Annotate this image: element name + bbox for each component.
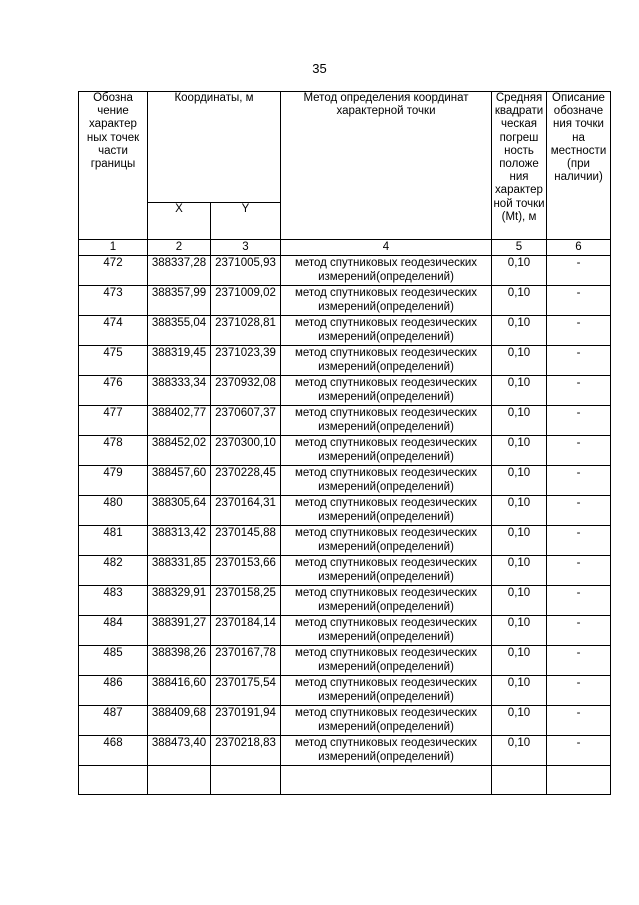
point-id-cell: 482 xyxy=(79,556,148,586)
x-coordinate-cell: 388305,64 xyxy=(148,496,211,526)
description-cell: - xyxy=(547,676,611,706)
y-coordinate-cell: 2370184,14 xyxy=(211,616,281,646)
column-number: 6 xyxy=(547,240,611,256)
empty-cell xyxy=(547,766,611,795)
method-cell: метод спутниковых геодезических измерений(определений) xyxy=(281,256,492,286)
accuracy-cell: 0,10 xyxy=(492,526,547,556)
accuracy-cell: 0,10 xyxy=(492,286,547,316)
y-coordinate-cell: 2370191,94 xyxy=(211,706,281,736)
accuracy-cell: 0,10 xyxy=(492,616,547,646)
table-row xyxy=(79,706,611,736)
point-id-cell: 476 xyxy=(79,376,148,406)
empty-cell xyxy=(148,766,211,795)
accuracy-cell: 0,10 xyxy=(492,646,547,676)
x-coordinate-cell: 388398,26 xyxy=(148,646,211,676)
accuracy-cell: 0,10 xyxy=(492,706,547,736)
y-coordinate-cell: 2370228,45 xyxy=(211,466,281,496)
empty-cell xyxy=(79,766,148,795)
header-point-designation: Обозна чение характер ных точек части границы xyxy=(79,92,148,240)
accuracy-cell: 0,10 xyxy=(492,436,547,466)
table-row xyxy=(79,346,611,376)
y-coordinate-cell: 2370932,08 xyxy=(211,376,281,406)
table-row xyxy=(79,736,611,766)
x-coordinate-cell: 388391,27 xyxy=(148,616,211,646)
description-cell: - xyxy=(547,286,611,316)
accuracy-cell: 0,10 xyxy=(492,316,547,346)
method-cell: метод спутниковых геодезических измерений(определений) xyxy=(281,406,492,436)
point-id-cell: 483 xyxy=(79,586,148,616)
method-cell: метод спутниковых геодезических измерений(определений) xyxy=(281,616,492,646)
description-cell: - xyxy=(547,496,611,526)
table-row xyxy=(79,586,611,616)
point-id-cell: 481 xyxy=(79,526,148,556)
header-y: Y xyxy=(211,203,281,240)
accuracy-cell: 0,10 xyxy=(492,406,547,436)
header-row xyxy=(79,92,611,203)
method-cell: метод спутниковых геодезических измерений(определений) xyxy=(281,646,492,676)
boundary-points-table xyxy=(78,91,611,795)
description-cell: - xyxy=(547,526,611,556)
table-row xyxy=(79,496,611,526)
table-row xyxy=(79,676,611,706)
empty-table-row xyxy=(79,766,611,795)
description-cell: - xyxy=(547,706,611,736)
empty-cell xyxy=(211,766,281,795)
point-id-cell: 486 xyxy=(79,676,148,706)
x-coordinate-cell: 388416,60 xyxy=(148,676,211,706)
table-row xyxy=(79,436,611,466)
description-cell: - xyxy=(547,586,611,616)
method-cell: метод спутниковых геодезических измерений(определений) xyxy=(281,286,492,316)
empty-cell xyxy=(281,766,492,795)
accuracy-cell: 0,10 xyxy=(492,376,547,406)
column-number: 2 xyxy=(148,240,211,256)
method-cell: метод спутниковых геодезических измерений(определений) xyxy=(281,556,492,586)
empty-cell xyxy=(492,766,547,795)
x-coordinate-cell: 388319,45 xyxy=(148,346,211,376)
page-number: 35 xyxy=(312,61,327,76)
x-coordinate-cell: 388452,02 xyxy=(148,436,211,466)
point-id-cell: 474 xyxy=(79,316,148,346)
point-id-cell: 485 xyxy=(79,646,148,676)
point-id-cell: 479 xyxy=(79,466,148,496)
y-coordinate-cell: 2370158,25 xyxy=(211,586,281,616)
point-id-cell: 475 xyxy=(79,346,148,376)
accuracy-cell: 0,10 xyxy=(492,496,547,526)
method-cell: метод спутниковых геодезических измерений(определений) xyxy=(281,316,492,346)
point-id-cell: 468 xyxy=(79,736,148,766)
x-coordinate-cell: 388355,04 xyxy=(148,316,211,346)
column-number: 3 xyxy=(211,240,281,256)
table-row xyxy=(79,256,611,286)
column-number: 1 xyxy=(79,240,148,256)
table-row xyxy=(79,466,611,496)
y-coordinate-cell: 2370218,83 xyxy=(211,736,281,766)
header-description: Описание обозначе ния точки на местности (при наличии) xyxy=(547,92,611,240)
y-coordinate-cell: 2371009,02 xyxy=(211,286,281,316)
method-cell: метод спутниковых геодезических измерений(определений) xyxy=(281,736,492,766)
description-cell: - xyxy=(547,406,611,436)
y-coordinate-cell: 2371023,39 xyxy=(211,346,281,376)
table-row xyxy=(79,616,611,646)
y-coordinate-cell: 2370167,78 xyxy=(211,646,281,676)
column-number: 5 xyxy=(492,240,547,256)
description-cell: - xyxy=(547,736,611,766)
point-id-cell: 477 xyxy=(79,406,148,436)
accuracy-cell: 0,10 xyxy=(492,346,547,376)
header-coordinates: Координаты, м xyxy=(148,92,281,203)
accuracy-cell: 0,10 xyxy=(492,556,547,586)
description-cell: - xyxy=(547,556,611,586)
x-coordinate-cell: 388402,77 xyxy=(148,406,211,436)
x-coordinate-cell: 388409,68 xyxy=(148,706,211,736)
method-cell: метод спутниковых геодезических измерений(определений) xyxy=(281,466,492,496)
point-id-cell: 484 xyxy=(79,616,148,646)
point-id-cell: 472 xyxy=(79,256,148,286)
accuracy-cell: 0,10 xyxy=(492,256,547,286)
x-coordinate-cell: 388337,28 xyxy=(148,256,211,286)
y-coordinate-cell: 2371005,93 xyxy=(211,256,281,286)
table-row xyxy=(79,526,611,556)
description-cell: - xyxy=(547,256,611,286)
point-id-cell: 473 xyxy=(79,286,148,316)
accuracy-cell: 0,10 xyxy=(492,676,547,706)
y-coordinate-cell: 2370175,54 xyxy=(211,676,281,706)
y-coordinate-cell: 2370164,31 xyxy=(211,496,281,526)
column-number-row xyxy=(79,240,611,256)
table-row xyxy=(79,376,611,406)
accuracy-cell: 0,10 xyxy=(492,736,547,766)
header-x: X xyxy=(148,203,211,240)
method-cell: метод спутниковых геодезических измерений(определений) xyxy=(281,346,492,376)
table-row xyxy=(79,286,611,316)
method-cell: метод спутниковых геодезических измерений(определений) xyxy=(281,436,492,466)
method-cell: метод спутниковых геодезических измерений(определений) xyxy=(281,526,492,556)
y-coordinate-cell: 2371028,81 xyxy=(211,316,281,346)
method-cell: метод спутниковых геодезических измерений(определений) xyxy=(281,376,492,406)
description-cell: - xyxy=(547,316,611,346)
table-row xyxy=(79,406,611,436)
point-id-cell: 478 xyxy=(79,436,148,466)
column-number: 4 xyxy=(281,240,492,256)
table-row xyxy=(79,646,611,676)
description-cell: - xyxy=(547,346,611,376)
x-coordinate-cell: 388313,42 xyxy=(148,526,211,556)
y-coordinate-cell: 2370607,37 xyxy=(211,406,281,436)
x-coordinate-cell: 388457,60 xyxy=(148,466,211,496)
accuracy-cell: 0,10 xyxy=(492,466,547,496)
y-coordinate-cell: 2370300,10 xyxy=(211,436,281,466)
method-cell: метод спутниковых геодезических измерений(определений) xyxy=(281,496,492,526)
x-coordinate-cell: 388473,40 xyxy=(148,736,211,766)
method-cell: метод спутниковых геодезических измерений(определений) xyxy=(281,586,492,616)
description-cell: - xyxy=(547,616,611,646)
method-cell: метод спутниковых геодезических измерений(определений) xyxy=(281,676,492,706)
x-coordinate-cell: 388331,85 xyxy=(148,556,211,586)
table-row xyxy=(79,316,611,346)
header-accuracy: Средняя квадрати ческая погреш ность положе ния характер ной точки (Mt), м xyxy=(492,92,547,240)
description-cell: - xyxy=(547,646,611,676)
table-body xyxy=(79,92,611,795)
point-id-cell: 480 xyxy=(79,496,148,526)
method-cell: метод спутниковых геодезических измерений(определений) xyxy=(281,706,492,736)
point-id-cell: 487 xyxy=(79,706,148,736)
x-coordinate-cell: 388357,99 xyxy=(148,286,211,316)
header-method: Метод определения координат характерной точки xyxy=(281,92,492,240)
y-coordinate-cell: 2370153,66 xyxy=(211,556,281,586)
y-coordinate-cell: 2370145,88 xyxy=(211,526,281,556)
x-coordinate-cell: 388329,91 xyxy=(148,586,211,616)
accuracy-cell: 0,10 xyxy=(492,586,547,616)
description-cell: - xyxy=(547,376,611,406)
x-coordinate-cell: 388333,34 xyxy=(148,376,211,406)
table-row xyxy=(79,556,611,586)
description-cell: - xyxy=(547,436,611,466)
description-cell: - xyxy=(547,466,611,496)
